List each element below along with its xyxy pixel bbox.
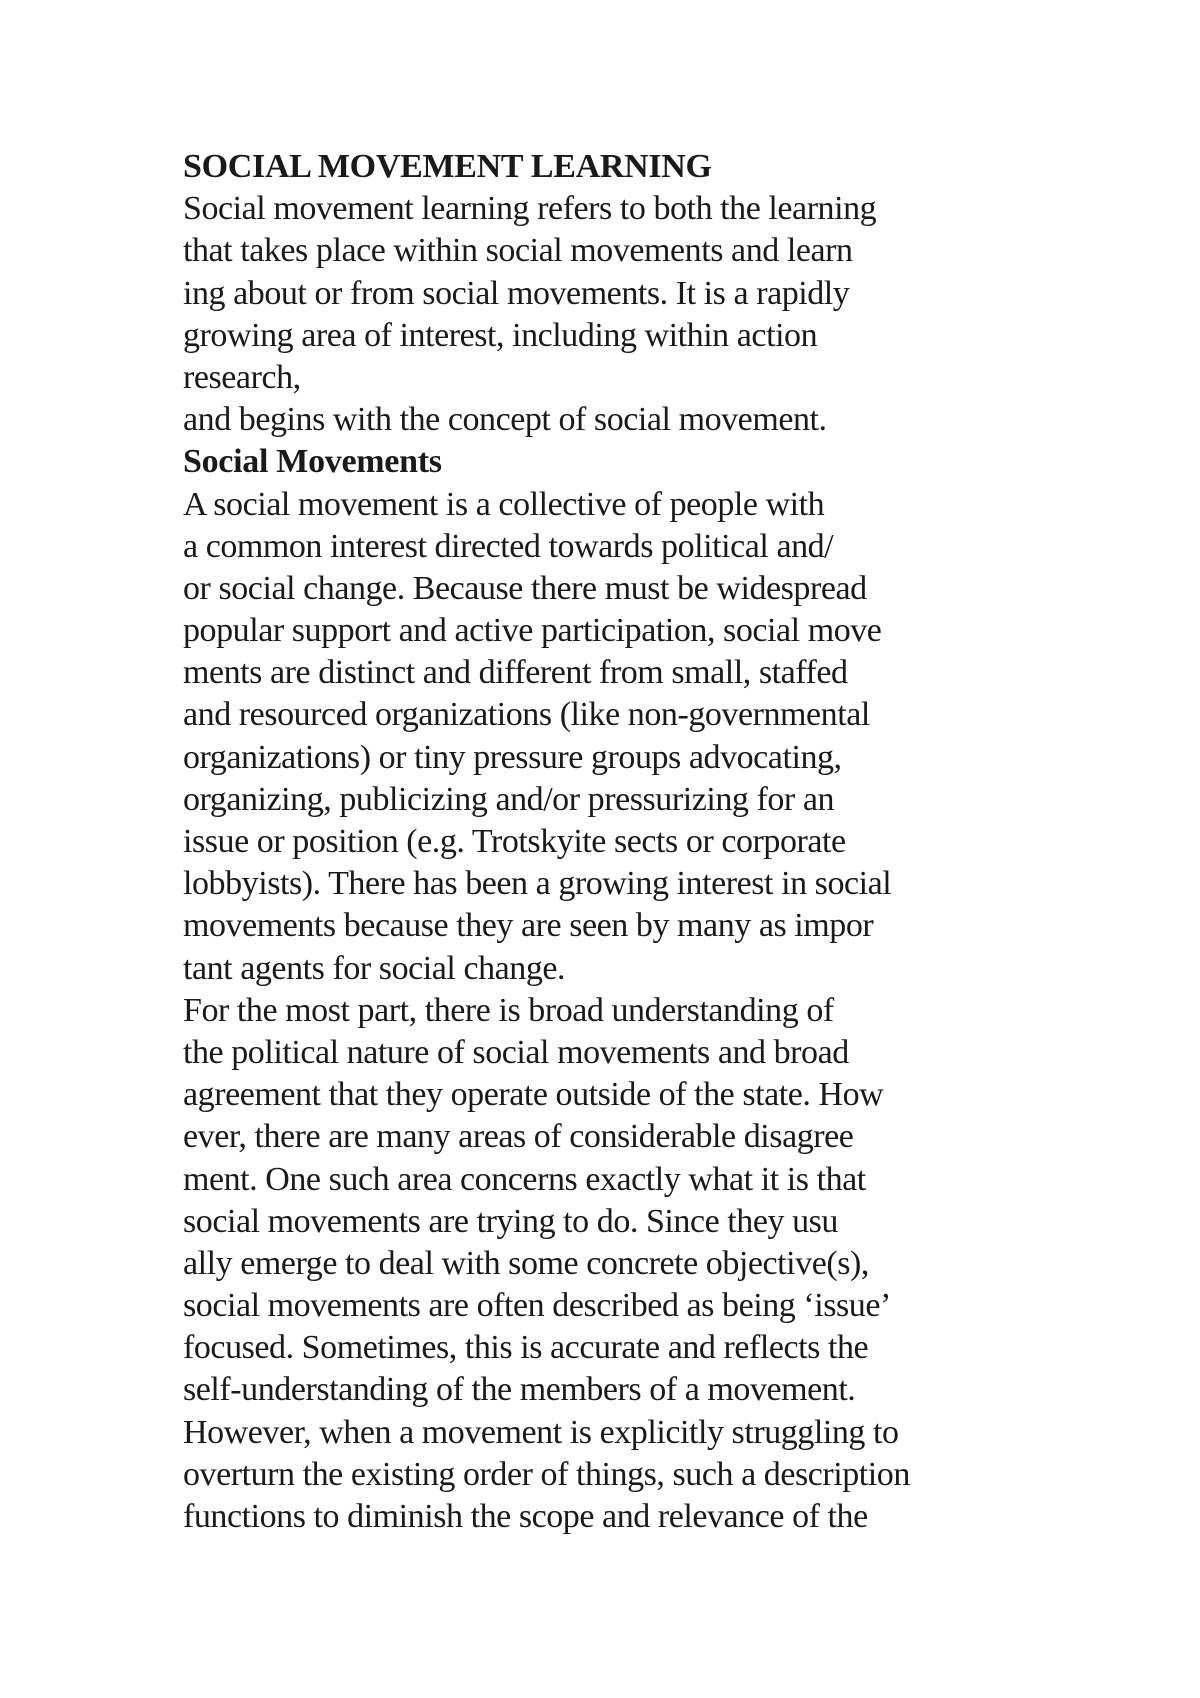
body-text-line: Social movement learning refers to both the learning [183,190,877,228]
body-text-line: social movements are trying to do. Since they usu [183,1202,838,1240]
body-text-line: growing area of interest, including within action [183,316,818,354]
body-text-line: lobbyists). There has been a growing interest in social [183,865,892,903]
body-text-line: However, when a movement is explicitly struggling to [183,1413,899,1451]
body-text-line: focused. Sometimes, this is accurate and reflects the [183,1329,869,1367]
body-text-line: functions to diminish the scope and relevance of the [183,1498,868,1535]
body-text-line: self-understanding of the members of a movement. [183,1371,856,1409]
body-text-line: ever, there are many areas of considerable disagree [183,1118,854,1156]
body-text-line: the political nature of social movements and broad [183,1033,849,1071]
body-text-line: organizing, publicizing and/or pressurizing for an [183,780,835,818]
body-text-line: research, [183,358,301,396]
body-text-line: ing about or from social movements. It is a rapidly [183,274,850,312]
body-text-line: that takes place within social movements and learn [183,232,853,270]
body-text-line: a common interest directed towards political and/ [183,527,834,565]
body-text-line: ally emerge to deal with some concrete objective(s), [183,1244,869,1282]
section-heading: SOCIAL MOVEMENT LEARNING [183,148,712,185]
body-text-line: ment. One such area concerns exactly what it is that [183,1160,866,1198]
body-text-line: agreement that they operate outside of the state. How [183,1076,884,1114]
body-text-line: A social movement is a collective of people with [183,485,825,523]
body-text-line: social movements are often described as being ‘issue’ [183,1287,891,1325]
document-body [183,146,1183,1538]
body-text-line: movements because they are seen by many as impor [183,907,874,945]
body-text-line: and begins with the concept of social movement. [183,401,827,439]
body-text-line: organizations) or tiny pressure groups advocating, [183,738,842,776]
body-text-line: or social change. Because there must be widespread [183,569,867,607]
body-text-line: and resourced organizations (like non-governmental [183,696,870,734]
section-heading: Social Movements [183,443,442,481]
body-text-line: overturn the existing order of things, such a description [183,1455,910,1493]
body-text-line: tant agents for social change. [183,949,566,987]
body-text-line: popular support and active participation, social move [183,612,882,650]
body-text-line: issue or position (e.g. Trotskyite sects or corporate [183,823,846,860]
body-text-line: ments are distinct and different from small, staffed [183,654,848,692]
body-text-line: For the most part, there is broad understanding of [183,991,834,1029]
